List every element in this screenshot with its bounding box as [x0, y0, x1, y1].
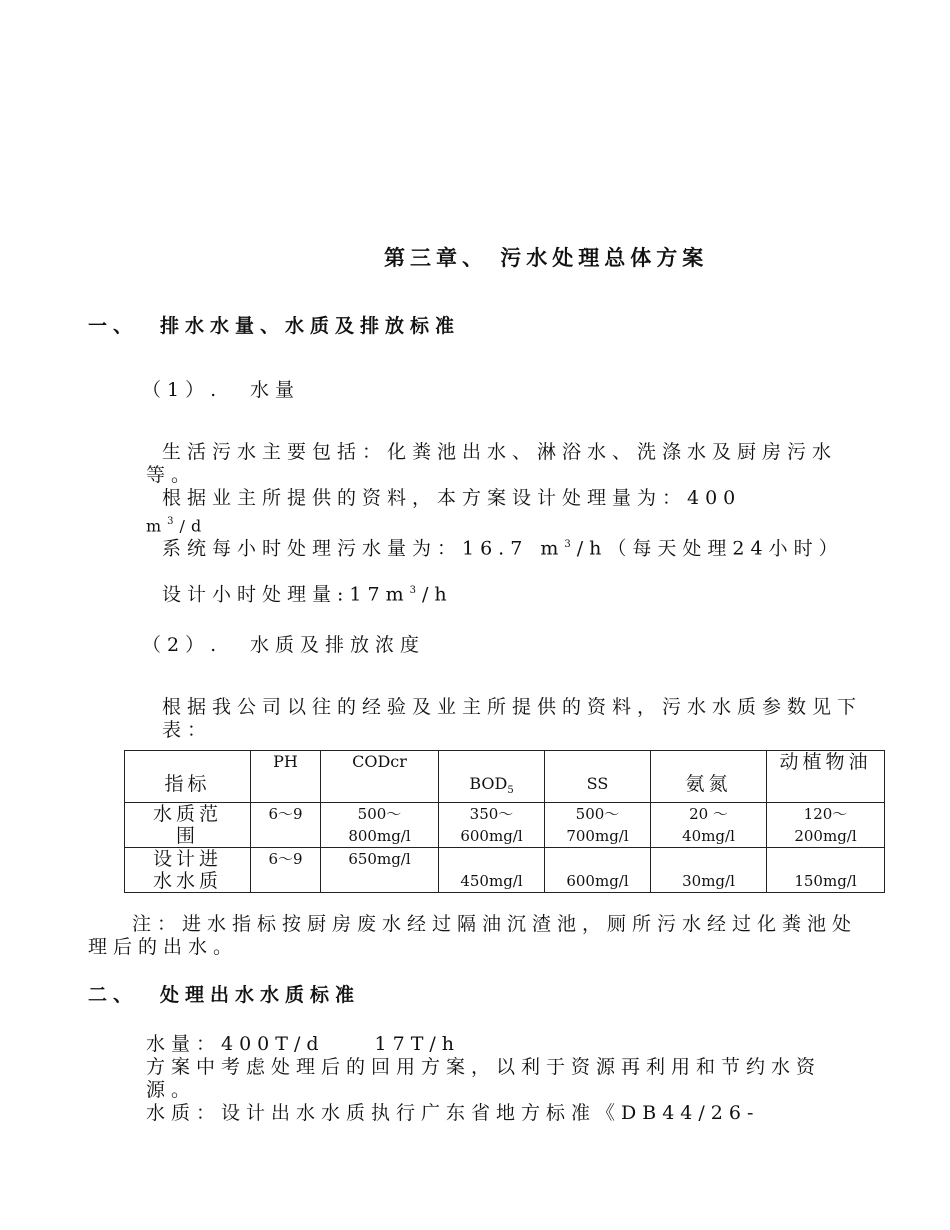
paragraph-sewage-sources	[146, 441, 858, 487]
header-codcr: CODcr	[321, 751, 439, 803]
row-design-ammonia: 30mg/l	[651, 848, 767, 893]
subsection-1-heading	[142, 375, 300, 402]
hourly-volume-tail: /h（每天处理24小时）	[576, 537, 844, 560]
paragraph-outflow-volume	[146, 1033, 460, 1056]
row-range-codcr: 500～ 800mg/l	[321, 803, 439, 848]
header-oil: 动植物油	[767, 751, 885, 803]
unit-sup-3: 3	[409, 585, 422, 596]
subsection-1-number: （1）.	[142, 379, 223, 401]
row-range-label: 水质范围	[125, 803, 251, 848]
paragraph-quality-intro	[162, 696, 862, 742]
paragraph-hourly-design	[162, 579, 453, 606]
table-note	[88, 913, 862, 959]
row-design-ph: 6～9	[251, 848, 321, 893]
section-2-heading	[88, 980, 360, 1007]
design-capacity-text: 根据业主所提供的资料，本方案设计处理量为：400	[162, 487, 742, 509]
subsection-1-title: 水量	[250, 379, 301, 401]
unit-m: m	[146, 516, 168, 536]
outflow-volume-hourly: 17T/h	[374, 1033, 461, 1055]
paragraph-design-capacity: 根据业主所提供的资料，本方案设计处理量为：400 $m^3/d$	[146, 487, 742, 536]
section-1-number: 一、	[88, 315, 139, 337]
hourly-design-unit: /h	[421, 583, 453, 606]
section-2-number: 二、	[88, 984, 139, 1006]
unit-sup-3: 3	[167, 516, 180, 527]
row-range-ammonia: 20 ～ 40mg/l	[651, 803, 767, 848]
reuse-text: 方案中考虑处理后的回用方案，以利于资源再利用和节约水资源。	[146, 1056, 822, 1101]
unit-day: d	[190, 516, 208, 536]
row-design-ss: 600mg/l	[545, 848, 651, 893]
row-design-bod5: 450mg/l	[439, 848, 545, 893]
row-design-oil: 150mg/l	[767, 848, 885, 893]
subsection-2-title: 水质及排放浓度	[250, 634, 426, 656]
quality-intro-text: 根据我公司以往的经验及业主所提供的资料，污水水质参数见下表：	[162, 696, 863, 741]
subsection-2-number: （2）.	[142, 634, 223, 656]
paragraph-sewage-sources-text: 生活污水主要包括：化粪池出水、淋浴水、洗涤水及厨房污水等。	[146, 441, 838, 486]
hourly-design-text: 设计小时处理量:17m	[162, 583, 410, 606]
table-row-design	[125, 848, 885, 893]
header-ammonia: 氨氮	[651, 751, 767, 803]
section-2-title: 处理出水水质标准	[160, 984, 361, 1006]
table-header-row	[125, 751, 885, 803]
paragraph-outflow-quality	[146, 1102, 759, 1125]
section-1-title: 排水水量、水质及排放标准	[160, 315, 461, 337]
unit-sup-3: 3	[564, 539, 577, 550]
row-range-oil: 120～ 200mg/l	[767, 803, 885, 848]
row-design-codcr: 650mg/l	[321, 848, 439, 893]
outflow-quality-text: 水质：设计出水水质执行广东省地方标准《DB44/26-	[146, 1102, 760, 1124]
header-bod5: $BOD_5$	[439, 751, 545, 803]
paragraph-reuse	[146, 1056, 862, 1102]
header-ss: SS	[545, 751, 651, 803]
table-note-text: 注：进水指标按厨房废水经过隔油沉渣池，厕所污水经过化粪池处理后的出水。	[88, 913, 858, 958]
row-design-label: 设计进水水质	[125, 848, 251, 893]
outflow-volume-daily: 水量：400T/d	[146, 1033, 325, 1055]
hourly-volume-text: 系统每小时处理污水量为：16.7 m	[162, 537, 565, 560]
section-1-heading	[88, 311, 460, 338]
row-range-ph: 6～9	[251, 803, 321, 848]
chapter-title: 第三章、 污水处理总体方案	[384, 246, 709, 270]
water-quality-table	[124, 750, 885, 893]
subsection-2-heading	[142, 630, 425, 657]
header-ph: PH	[251, 751, 321, 803]
row-range-ss: 500～ 700mg/l	[545, 803, 651, 848]
row-range-bod5: 350～ 600mg/l	[439, 803, 545, 848]
paragraph-hourly-volume	[146, 533, 862, 560]
header-indicator: 指标	[125, 751, 251, 803]
table-row-range	[125, 803, 885, 848]
